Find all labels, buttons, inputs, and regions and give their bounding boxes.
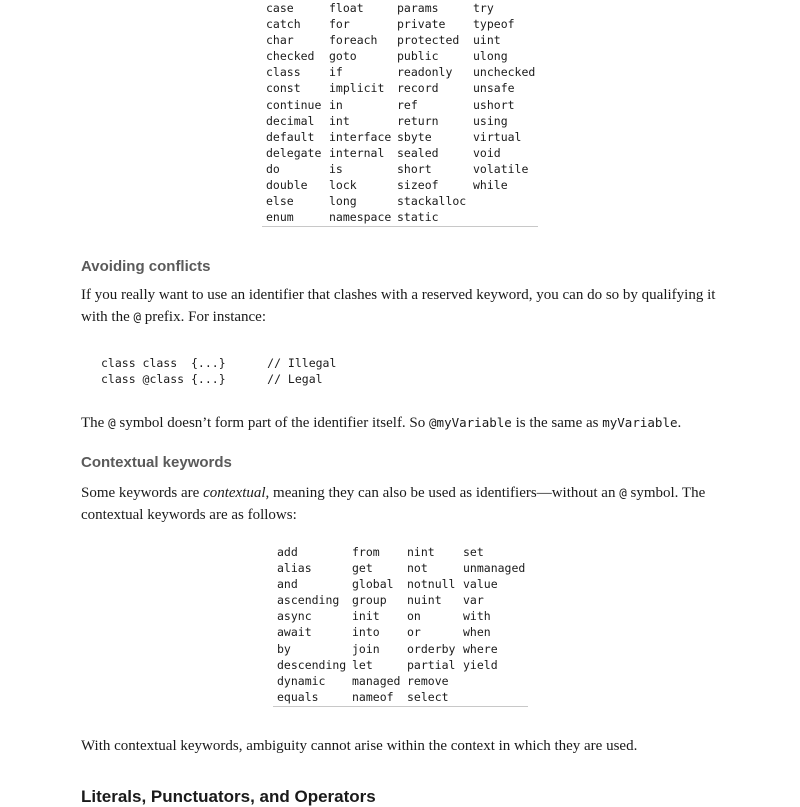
keyword-cell: checked xyxy=(266,49,315,64)
keyword-cell: dynamic xyxy=(277,673,326,688)
keyword-cell: lock xyxy=(329,178,357,193)
keyword-cell: value xyxy=(463,577,498,592)
inline-code: @ xyxy=(108,415,116,430)
keyword-cell: when xyxy=(463,625,491,640)
keyword-cell: default xyxy=(266,129,315,144)
keyword-cell: if xyxy=(329,65,343,80)
text-span: The xyxy=(81,415,109,431)
keyword-cell: var xyxy=(463,593,484,608)
contextual-table-bottom-rule xyxy=(273,706,528,707)
keyword-cell: sbyte xyxy=(397,129,432,144)
keyword-cell: params xyxy=(397,1,439,15)
keyword-cell: static xyxy=(397,210,439,225)
keyword-cell: notnull xyxy=(407,577,456,592)
keyword-cell: private xyxy=(397,17,446,32)
reserved-keywords-table xyxy=(266,0,535,225)
inline-code: myVariable xyxy=(602,415,678,430)
keyword-cell: managed xyxy=(352,673,401,688)
keyword-cell: ulong xyxy=(473,49,508,64)
table-row xyxy=(277,624,525,640)
keyword-cell: catch xyxy=(266,17,301,32)
avoiding-conflicts-heading: Avoiding conflicts xyxy=(81,258,211,275)
keyword-cell: class xyxy=(266,65,301,80)
keyword-cell: group xyxy=(352,593,387,608)
text-span: . xyxy=(677,415,682,431)
table-row xyxy=(277,689,525,705)
keyword-cell: goto xyxy=(329,49,357,64)
code-line: class @class {...} // Legal xyxy=(101,372,323,386)
keyword-cell: record xyxy=(397,81,439,96)
keyword-cell: int xyxy=(329,113,350,128)
keyword-cell: try xyxy=(473,1,494,15)
keyword-cell: alias xyxy=(277,561,312,576)
keyword-cell: on xyxy=(407,609,421,624)
table-row xyxy=(266,80,535,96)
table-row xyxy=(266,32,535,48)
keyword-cell: virtual xyxy=(473,129,522,144)
keyword-cell: with xyxy=(463,609,491,624)
keyword-cell: ref xyxy=(397,97,418,112)
table-row xyxy=(266,161,535,177)
keyword-cell: readonly xyxy=(397,65,453,80)
avoiding-conflicts-paragraph xyxy=(81,284,721,328)
keyword-cell: volatile xyxy=(473,161,529,176)
text-span: symbol. The contextual keywords are as follows: xyxy=(81,485,706,523)
keyword-cell: let xyxy=(352,657,373,672)
keyword-cell: join xyxy=(352,641,380,656)
keyword-cell: equals xyxy=(277,689,319,704)
keyword-cell: stackalloc xyxy=(397,194,467,209)
keyword-cell: short xyxy=(397,161,432,176)
table-row xyxy=(277,544,525,560)
keyword-cell: nint xyxy=(407,545,435,559)
keyword-cell: from xyxy=(352,545,380,559)
keyword-cell: delegate xyxy=(266,145,322,160)
table-row xyxy=(277,592,525,608)
keyword-cell: protected xyxy=(397,33,460,48)
keyword-cell: sizeof xyxy=(397,178,439,193)
keyword-cell: descending xyxy=(277,657,347,672)
contextual-keywords-body xyxy=(277,544,525,705)
keyword-cell: implicit xyxy=(329,81,385,96)
keyword-cell: orderby xyxy=(407,641,456,656)
keyword-cell: or xyxy=(407,625,421,640)
keyword-cell: and xyxy=(277,577,298,592)
table-row xyxy=(266,0,535,16)
table-row xyxy=(277,673,525,689)
text-span: prefix. For instance: xyxy=(141,309,266,325)
keyword-cell: for xyxy=(329,17,350,32)
keyword-cell: while xyxy=(473,178,508,193)
emphasis-text: contextual xyxy=(203,485,266,501)
keyword-cell: decimal xyxy=(266,113,315,128)
keyword-cell: const xyxy=(266,81,301,96)
keyword-cell: ascending xyxy=(277,593,340,608)
table-row xyxy=(277,641,525,657)
keyword-cell: unsafe xyxy=(473,81,515,96)
keyword-cell: by xyxy=(277,641,291,656)
keyword-cell: into xyxy=(352,625,380,640)
keyword-cell: uint xyxy=(473,33,501,48)
keyword-cell xyxy=(473,193,535,209)
code-line: class class {...} // Illegal xyxy=(101,356,337,370)
identifier-prefix-paragraph xyxy=(81,412,721,434)
keyword-cell: case xyxy=(266,1,294,15)
table-row xyxy=(277,560,525,576)
keyword-cell: nuint xyxy=(407,593,442,608)
contextual-ambiguity-paragraph: With contextual keywords, ambiguity cannot arise within the context in which they are used. xyxy=(81,738,638,754)
table-row xyxy=(266,209,535,225)
keyword-cell: continue xyxy=(266,97,322,112)
keyword-cell: remove xyxy=(407,673,449,688)
literals-section-heading: Literals, Punctuators, and Operators xyxy=(81,787,376,806)
keyword-cell: in xyxy=(329,97,343,112)
keyword-cell: double xyxy=(266,178,308,193)
keyword-cell: char xyxy=(266,33,294,48)
table-row xyxy=(266,129,535,145)
keyword-cell: void xyxy=(473,145,501,160)
inline-code: @myVariable xyxy=(429,415,512,430)
text-span: , meaning they can also be used as identifiers—without an xyxy=(265,485,620,501)
keyword-cell: get xyxy=(352,561,373,576)
keyword-cell: where xyxy=(463,641,498,656)
keyword-cell: public xyxy=(397,49,439,64)
keyword-cell xyxy=(473,209,535,225)
keyword-cell: long xyxy=(329,194,357,209)
keyword-cell: init xyxy=(352,609,380,624)
table-row xyxy=(266,64,535,80)
reserved-table-bottom-rule xyxy=(262,226,538,227)
keyword-cell: select xyxy=(407,689,449,704)
text-span: Some keywords are xyxy=(81,485,204,501)
keyword-cell: float xyxy=(329,1,364,15)
keyword-cell: global xyxy=(352,577,394,592)
table-row xyxy=(277,608,525,624)
keyword-cell: not xyxy=(407,561,428,576)
keyword-cell: do xyxy=(266,161,280,176)
keyword-cell: unchecked xyxy=(473,65,536,80)
contextual-keywords-paragraph xyxy=(81,482,721,526)
keyword-cell: partial xyxy=(407,657,456,672)
keyword-cell: else xyxy=(266,194,294,209)
table-row xyxy=(266,48,535,64)
keyword-cell: yield xyxy=(463,657,498,672)
table-row xyxy=(266,113,535,129)
keyword-cell: typeof xyxy=(473,17,515,32)
table-row xyxy=(277,576,525,592)
inline-code: @ xyxy=(619,485,627,500)
keyword-cell xyxy=(463,673,525,689)
keyword-cell: await xyxy=(277,625,312,640)
code-block xyxy=(101,355,336,387)
table-row xyxy=(266,97,535,113)
table-row xyxy=(266,193,535,209)
contextual-keywords-table xyxy=(277,544,525,705)
reserved-keywords-body xyxy=(266,0,535,225)
text-span: symbol doesn’t form part of the identifier itself. So xyxy=(115,415,430,431)
keyword-cell: interface xyxy=(329,129,392,144)
keyword-cell: unmanaged xyxy=(463,561,526,576)
keyword-cell: ushort xyxy=(473,97,515,112)
keyword-cell: sealed xyxy=(397,145,439,160)
table-row xyxy=(266,145,535,161)
keyword-cell: enum xyxy=(266,210,294,225)
keyword-cell: return xyxy=(397,113,439,128)
keyword-cell xyxy=(463,689,525,705)
table-row xyxy=(277,657,525,673)
keyword-cell: is xyxy=(329,161,343,176)
keyword-cell: set xyxy=(463,545,484,559)
text-span: is the same as xyxy=(511,415,603,431)
keyword-cell: foreach xyxy=(329,33,378,48)
keyword-cell: internal xyxy=(329,145,385,160)
keyword-cell: async xyxy=(277,609,312,624)
keyword-cell: add xyxy=(277,545,298,559)
keyword-cell: using xyxy=(473,113,508,128)
table-row xyxy=(266,177,535,193)
table-row xyxy=(266,16,535,32)
keyword-cell: nameof xyxy=(352,689,394,704)
text-span: If you really want to use an identifier that clashes with a reserved keyword, you can do so by qualifying it with the xyxy=(81,287,716,325)
contextual-keywords-heading: Contextual keywords xyxy=(81,454,232,471)
inline-code: @ xyxy=(133,309,142,324)
keyword-cell: namespace xyxy=(329,210,392,225)
